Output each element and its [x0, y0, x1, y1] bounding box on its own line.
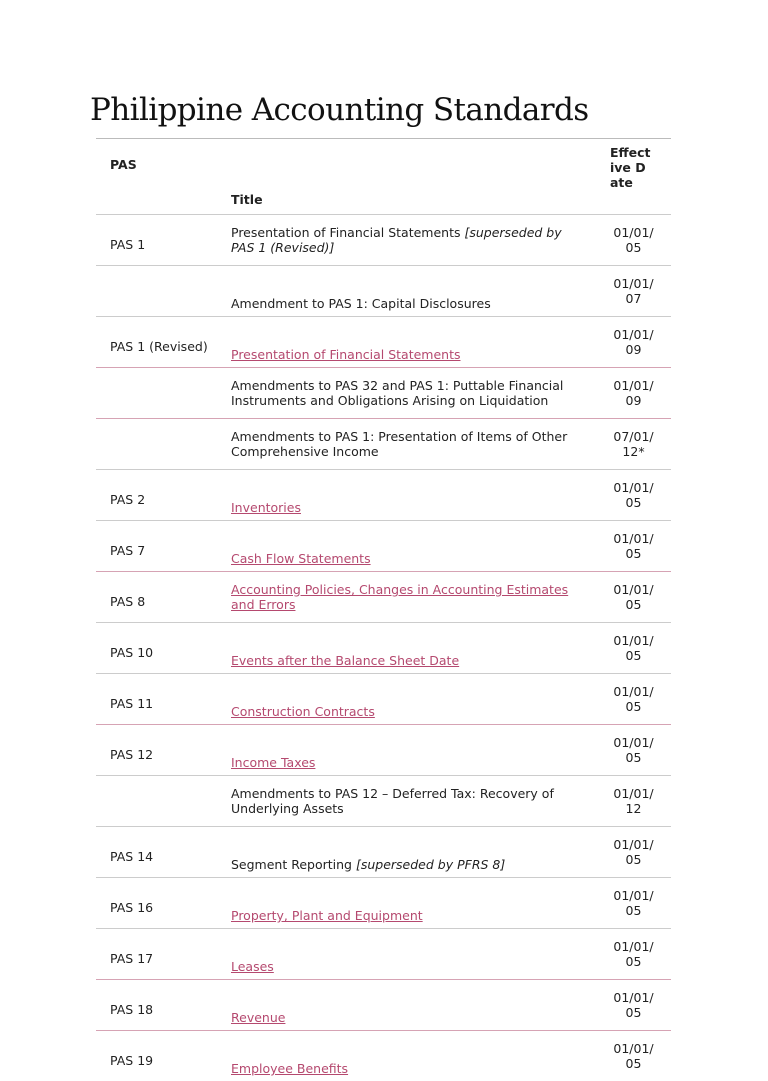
standard-title: Presentation of Financial Statements: [231, 225, 464, 240]
pas-cell: [96, 776, 217, 827]
pas-cell: PAS 10: [96, 623, 217, 674]
effective-date: 01/01/05: [611, 990, 657, 1020]
effective-date-cell: [596, 725, 671, 776]
standard-title: Segment Reporting: [231, 857, 356, 872]
effective-date: 01/01/07: [611, 276, 657, 306]
pas-cell: PAS 1: [96, 215, 217, 266]
effective-date-cell: [596, 674, 671, 725]
title-cell: [217, 470, 596, 521]
table-row: [96, 572, 671, 623]
title-cell: [217, 725, 596, 776]
standard-link[interactable]: Employee Benefits: [231, 1061, 348, 1076]
pas-cell: [96, 368, 217, 419]
standard-link[interactable]: Accounting Policies, Changes in Accounting Estimates and Errors: [231, 582, 568, 612]
title-cell: [217, 215, 596, 266]
title-cell: [217, 929, 596, 980]
effective-date: 01/01/05: [611, 939, 657, 969]
effective-date-cell: [596, 368, 671, 419]
table-row: [96, 368, 671, 419]
standard-link[interactable]: Cash Flow Statements: [231, 551, 371, 566]
superseded-note: [superseded by PAS 1 (Revised)]: [231, 225, 562, 255]
standard-link[interactable]: Inventories: [231, 500, 301, 515]
effective-date: 01/01/09: [611, 378, 657, 408]
pas-cell: PAS 17: [96, 929, 217, 980]
table-row: [96, 521, 671, 572]
title-cell: [217, 980, 596, 1031]
standard-title: Amendment to PAS 1: Capital Disclosures: [231, 296, 491, 311]
table-row: [96, 266, 671, 317]
title-cell: [217, 878, 596, 929]
header-effective-date: [596, 139, 671, 215]
pas-cell: PAS 2: [96, 470, 217, 521]
standard-link[interactable]: Property, Plant and Equipment: [231, 908, 423, 923]
effective-date-cell: [596, 572, 671, 623]
title-cell: [217, 776, 596, 827]
effective-date: 01/01/05: [611, 1041, 657, 1071]
effective-date: 07/01/12*: [611, 429, 657, 459]
pas-cell: PAS 1 (Revised): [96, 317, 217, 368]
pas-cell: PAS 19: [96, 1031, 217, 1081]
pas-cell: PAS 7: [96, 521, 217, 572]
title-cell: [217, 1031, 596, 1081]
effective-date-cell: [596, 1031, 671, 1081]
superseded-note: [superseded by PFRS 8]: [356, 857, 505, 872]
standard-link[interactable]: Construction Contracts: [231, 704, 375, 719]
effective-date-cell: [596, 521, 671, 572]
effective-date-cell: [596, 623, 671, 674]
effective-date-cell: [596, 980, 671, 1031]
standard-link[interactable]: Revenue: [231, 1010, 285, 1025]
title-cell: [217, 317, 596, 368]
effective-date-cell: [596, 878, 671, 929]
table-row: [96, 1031, 671, 1081]
header-title: Title: [217, 139, 596, 215]
table-row: [96, 776, 671, 827]
table-row: [96, 878, 671, 929]
effective-date: 01/01/05: [611, 684, 657, 714]
table-row: [96, 980, 671, 1031]
effective-date: 01/01/05: [611, 633, 657, 663]
effective-date: 01/01/05: [611, 225, 657, 255]
pas-cell: PAS 16: [96, 878, 217, 929]
title-cell: [217, 368, 596, 419]
table-row: [96, 929, 671, 980]
effective-date: 01/01/05: [611, 531, 657, 561]
table-row: [96, 470, 671, 521]
table-row: [96, 215, 671, 266]
table-body: [96, 215, 671, 1081]
title-cell: [217, 266, 596, 317]
effective-date: 01/01/05: [611, 837, 657, 867]
table-row: [96, 623, 671, 674]
table-row: [96, 725, 671, 776]
effective-date: 01/01/05: [611, 888, 657, 918]
header-effective-date-label: Effective Date: [610, 145, 654, 190]
standard-link[interactable]: Presentation of Financial Statements: [231, 347, 461, 362]
pas-cell: PAS 14: [96, 827, 217, 878]
pas-cell: PAS 18: [96, 980, 217, 1031]
effective-date: 01/01/09: [611, 327, 657, 357]
standard-title: Amendments to PAS 1: Presentation of Items of Other Comprehensive Income: [231, 429, 567, 459]
title-cell: [217, 827, 596, 878]
effective-date: 01/01/05: [611, 735, 657, 765]
standard-link[interactable]: Leases: [231, 959, 274, 974]
table-header-row: [96, 139, 671, 215]
pas-cell: PAS 8: [96, 572, 217, 623]
standard-link[interactable]: Events after the Balance Sheet Date: [231, 653, 459, 668]
table-row: [96, 317, 671, 368]
standard-title: Amendments to PAS 32 and PAS 1: Puttable Financial Instruments and Obligations Arising on Liquidation: [231, 378, 563, 408]
effective-date-cell: [596, 266, 671, 317]
table-row: [96, 674, 671, 725]
title-cell: [217, 419, 596, 470]
standards-table: [96, 138, 671, 1081]
header-pas: PAS: [96, 139, 217, 215]
standard-title: Amendments to PAS 12 – Deferred Tax: Recovery of Underlying Assets: [231, 786, 554, 816]
effective-date: 01/01/05: [611, 582, 657, 612]
effective-date-cell: [596, 827, 671, 878]
title-cell: [217, 674, 596, 725]
page-title: Philippine Accounting Standards: [90, 92, 589, 128]
effective-date: 01/01/12: [611, 786, 657, 816]
pas-cell: [96, 266, 217, 317]
table-row: [96, 419, 671, 470]
title-cell: [217, 521, 596, 572]
title-cell: [217, 572, 596, 623]
standard-link[interactable]: Income Taxes: [231, 755, 315, 770]
effective-date-cell: [596, 215, 671, 266]
table-row: [96, 827, 671, 878]
effective-date-cell: [596, 419, 671, 470]
pas-cell: [96, 419, 217, 470]
title-cell: [217, 623, 596, 674]
effective-date-cell: [596, 317, 671, 368]
effective-date-cell: [596, 470, 671, 521]
effective-date-cell: [596, 776, 671, 827]
effective-date-cell: [596, 929, 671, 980]
pas-cell: PAS 12: [96, 725, 217, 776]
effective-date: 01/01/05: [611, 480, 657, 510]
pas-cell: PAS 11: [96, 674, 217, 725]
